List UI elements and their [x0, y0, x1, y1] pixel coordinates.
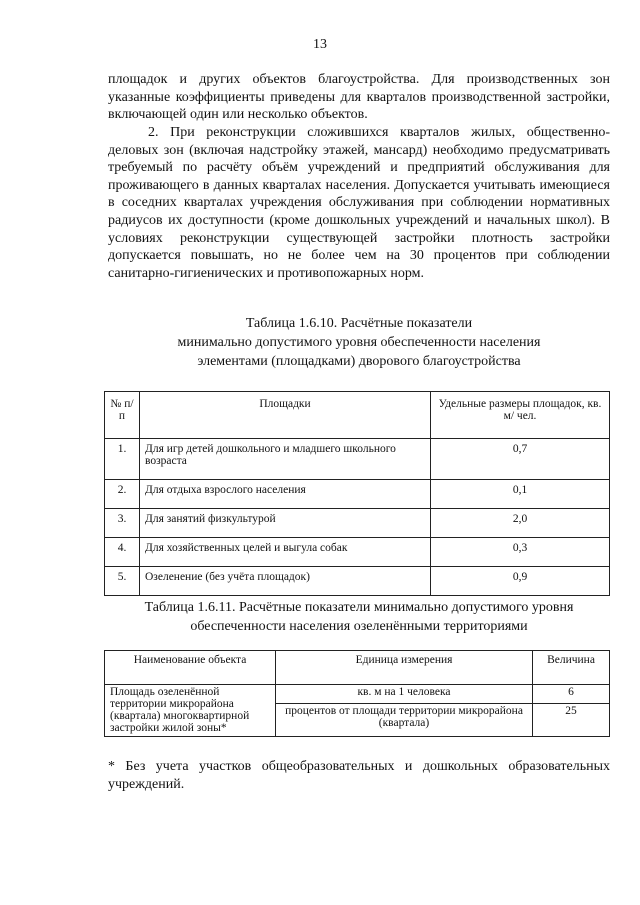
- row-facility: Для хозяйственных целей и выгула собак: [140, 538, 431, 567]
- row-value: 25: [533, 703, 610, 736]
- row-value: 0,7: [431, 439, 610, 480]
- row-facility: Озеленение (без учёта площадок): [140, 567, 431, 596]
- row-facility: Для занятий физкультурой: [140, 509, 431, 538]
- table-header-row: [105, 392, 610, 439]
- table1-caption: [108, 314, 610, 371]
- table-header-row: [105, 651, 610, 685]
- row-number: 1.: [105, 439, 140, 480]
- table-row: [105, 538, 610, 567]
- row-value: 0,1: [431, 480, 610, 509]
- table-row: [105, 439, 610, 480]
- table1-caption-line3: элементами (площадками) дворового благоустройства: [197, 354, 521, 369]
- green-areas-table: [104, 650, 610, 737]
- row-value: 0,3: [431, 538, 610, 567]
- table2-caption-line1: Таблица 1.6.11. Расчётные показатели минимально допустимого уровня: [144, 600, 574, 615]
- footnote: * Без учета участков общеобразовательных и дошкольных образовательных учреждений.: [108, 759, 610, 792]
- header-amount: Величина: [533, 651, 610, 685]
- row-number: 4.: [105, 538, 140, 567]
- header-size: Удельные размеры площадок, кв. м/ чел.: [431, 392, 610, 439]
- page-number: 13: [313, 37, 327, 52]
- header-unit: Единица измерения: [276, 651, 533, 685]
- row-number: 3.: [105, 509, 140, 538]
- row-value: 2,0: [431, 509, 610, 538]
- table-row: [105, 509, 610, 538]
- row-facility: Для отдыха взрослого населения: [140, 480, 431, 509]
- row-unit: кв. м на 1 человека: [276, 685, 533, 704]
- row-number: 5.: [105, 567, 140, 596]
- table-row: [105, 567, 610, 596]
- row-number: 2.: [105, 480, 140, 509]
- table2-caption: [108, 598, 610, 636]
- paragraph-reconstruction: 2. При реконструкции сложившихся кварталов жилых, общественно-деловых зон (включая надстройку этажей, мансард) необходимо предусматривать требуемый по расчёту объём учреждений и предприятий обслуживания для проживающего в данных кварталах населения. Допускается учитывать имеющиеся в соседних кварталах учреждения обслуживания при соблюдении нормативных радиусов их доступности (кроме дошкольных учреждений и начальных школ). В условиях реконструкции существующей застройки плотность застройки допускается повышать, но не более чем на 30 процентов при соблюдении санитарно-гигиенических и противопожарных норм.: [108, 125, 610, 281]
- row-unit: процентов от площади территории микрорайона (квартала): [276, 703, 533, 736]
- table-row: [105, 685, 610, 704]
- table-row: [105, 480, 610, 509]
- table1-caption-line1: Таблица 1.6.10. Расчётные показатели: [245, 316, 473, 331]
- header-number: № п/п: [105, 392, 140, 439]
- yard-facilities-table: [104, 391, 610, 596]
- paragraph-continuation: площадок и других объектов благоустройства. Для производственных зон указанные коэффициенты приведены для кварталов производственной застройки, включающей один или несколько объектов.: [108, 72, 610, 123]
- row-value: 6: [533, 685, 610, 704]
- header-facility: Площадки: [140, 392, 431, 439]
- header-object: Наименование объекта: [105, 651, 276, 685]
- row-value: 0,9: [431, 567, 610, 596]
- row-facility: Для игр детей дошкольного и младшего школьного возраста: [140, 439, 431, 480]
- row-object: Площадь озеленённой территории микрорайона (квартала) многоквартирной застройки жилой зоны*: [105, 685, 276, 737]
- table2-caption-line2: обеспеченности населения озеленёнными территориями: [190, 619, 528, 634]
- table1-caption-line2: минимально допустимого уровня обеспеченности населения: [177, 335, 541, 350]
